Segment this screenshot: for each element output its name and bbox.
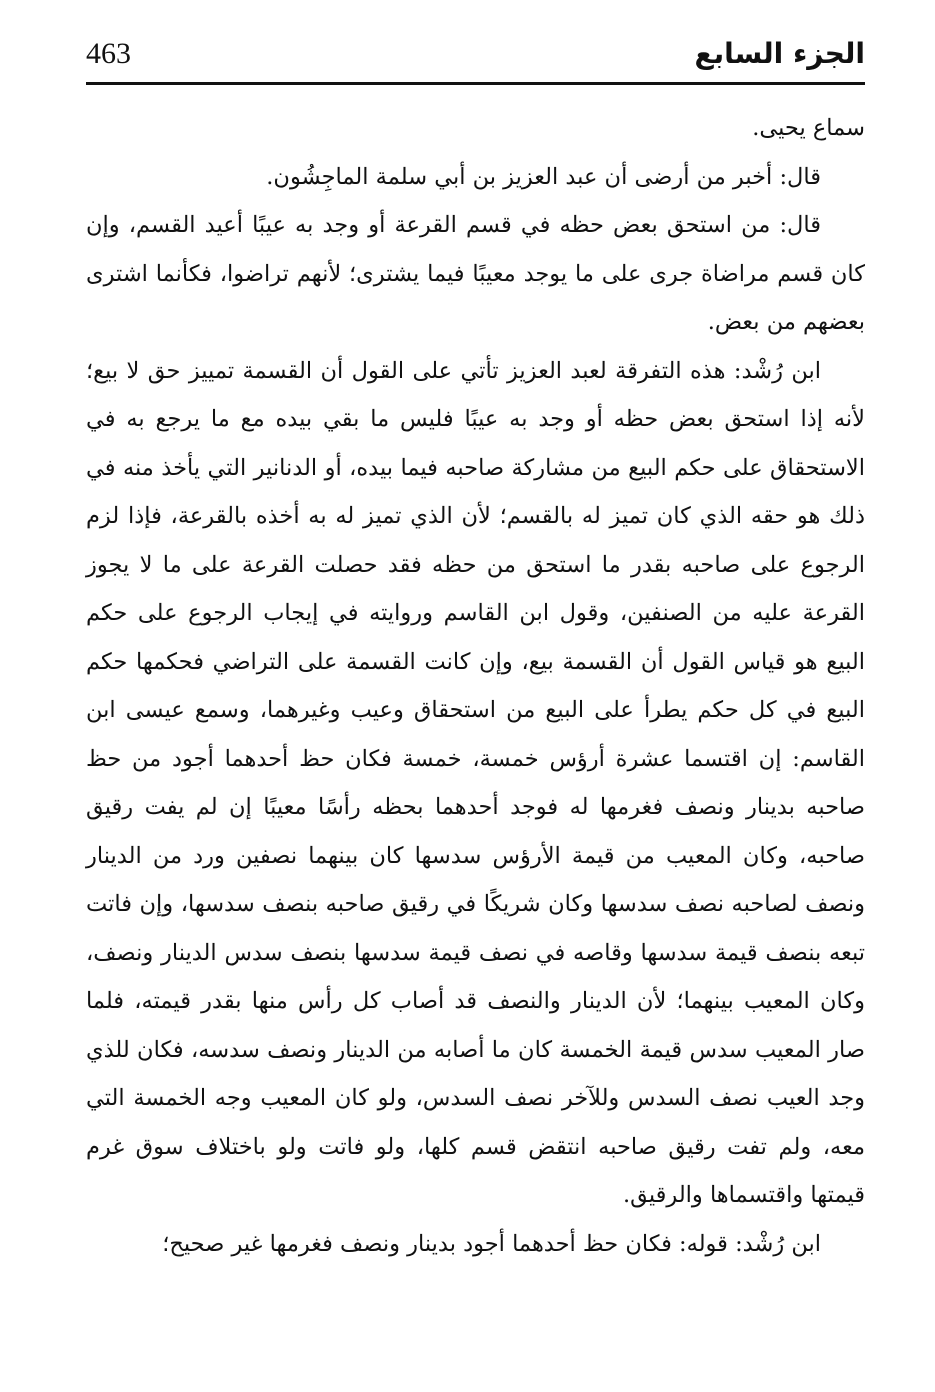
header-rule xyxy=(86,82,865,85)
paragraph: سماع يحيى. xyxy=(752,115,865,141)
page-header xyxy=(86,28,865,84)
body-text xyxy=(86,104,865,1268)
running-head: الجزء السابع xyxy=(694,37,865,70)
paragraph: قال: أخبر من أرضى أن عبد العزيز بن أبي سلمة الماجِشُون. xyxy=(266,163,821,190)
paragraph: قال: من استحق بعض حظه في قسم القرعة أو وجد به عيبًا أعيد القسم، وإن كان قسم مراضاة جرى على ما يوجد معيبًا فيما يشترى؛ لأنهم تراضوا، فكأنما اشترى بعضهم من بعض. xyxy=(86,212,865,335)
paragraph: ابن رُشْد: هذه التفرقة لعبد العزيز تأتي على القول أن القسمة تمييز حق لا بيع؛ لأنه إذا استحق بعض حظه أو وجد به عيبًا فليس ما بقي بيده مع ما يرجع به في الاستحقاق على حكم البيع من مشاركة صاحبه فيما بيده، أو الدنانير التي يأخذ منه في ذلك هو حقه الذي كان تميز له بالقسم؛ لأن الذي تميز له به أخذه بالقرعة، فإذا لزم الرجوع على صاحبه بقدر ما استحق من حظه فقد حصلت القرعة على ما لا يجوز القرعة عليه من الصنفين، وقول ابن القاسم وروايته في إيجاب الرجوع على حكم البيع هو قياس القول أن القسمة بيع، وإن كانت القسمة على التراضي فحكمها حكم البيع في كل حكم يطرأ على البيع من استحقاق وعيب وغيرهما، وسمع عيسى ابن القاسم: إن اقتسما عشرة أرؤس خمسة، خمسة فكان حظ أحدهما أجود من حظ صاحبه بدينار ونصف فغرمها له فوجد أحدهما بحظه رأسًا معيبًا إن لم يفت رقيق صاحبه، وكان المعيب من قيمة الأرؤس سدسها كان بينهما نصفين ورد من الدينار ونصف لصاحبه نصف سدسها وكان شريكًا في رقيق صاحبه بنصف سدسها، وإن فاتت تبعه بنصف قيمة سدسها وقاصه في نصف قيمة سدسها بنصف سدس الدينار ونصف، وكان المعيب بينهما؛ لأن الدينار والنصف قد أصاب كل رأس منها بقدر قيمته، فلما صار المعيب سدس قيمة الخمسة كان ما أصابه من الدينار ونصف سدسه، فكان للذي وجد العيب نصف السدس وللآخر نصف السدس، ولو كان المعيب وجه الخمسة التي معه، ولم تفت رقيق صاحبه انتقض قسم كلها، ولو فاتت ولو باختلاف سوق غرم قيمتها واقتسماها والرقيق. xyxy=(86,357,865,1208)
paragraph: ابن رُشْد: قوله: فكان حظ أحدهما أجود بدينار ونصف فغرمها غير صحيح؛ xyxy=(162,1230,821,1257)
page-number: 463 xyxy=(86,37,131,70)
